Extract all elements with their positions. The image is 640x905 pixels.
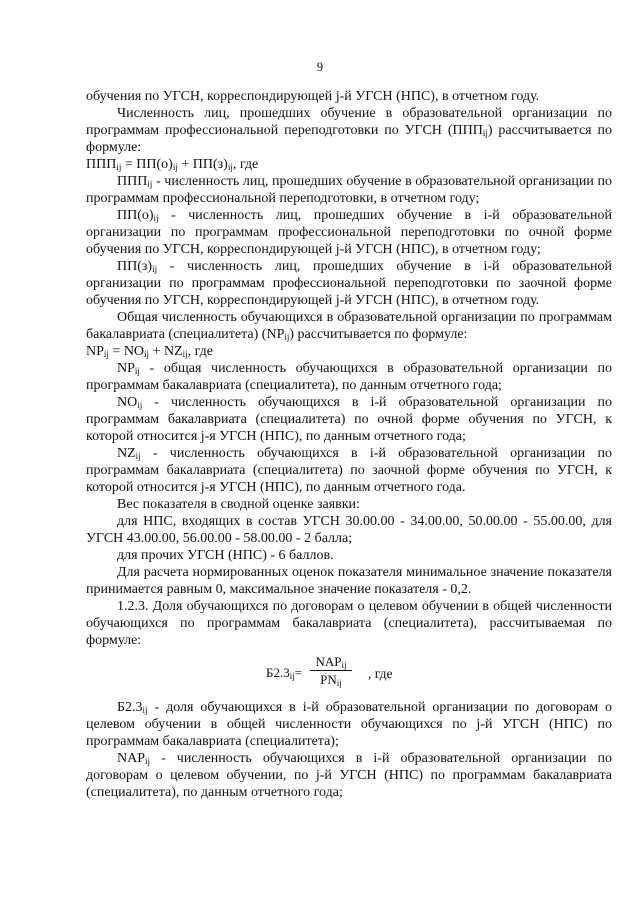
paragraph-ppp-intro: Численность лиц, прошедших обучение в образовательной организации по программам профессиональной переподготовки по УГСН $(ППП_{ij})$ рассчитывается по формуле: [86, 106, 612, 155]
definition-no: $NO_{ij}$ - численность обучающихся в i-й образовательной организации по программам бакалавриата (специалитета) по очной форме обучения по УГСН, к которой относится j-я УГСН (НПС), по данным отчетного года; [86, 395, 612, 444]
fraction-numerator: $NAP_{ij}$ [315, 654, 347, 670]
definition-b23: $Б2.3_{ij}$ - доля обучающихся в i-й образовательной организации по договорам о целевом обучении в общей численности обучающихся по j-й УГСН (НПС) по программам бакалавриата (специалитета); [86, 700, 612, 749]
definition-np: $NP_{ij}$ - общая численность обучающихся в образовательной организации по программам бакалавриата (специалитета), по данным отчетного года; [86, 361, 612, 393]
fraction-denominator: $PN_{ij}$ [320, 672, 342, 688]
definition-nz: $NZ_{ij}$ - численность обучающихся в i-й образовательной организации по программам бакалавриата (специалитета) по заочной форме обучения по УГСН, к которой относится j-я УГСН (НПС), по данным отчетного года. [86, 446, 612, 495]
formula-lhs: $Б2.3_{ij}=$ [266, 665, 303, 681]
page-number: 9 [316, 60, 324, 74]
formula-ppp: $ППП_{ij} = ПП(о)_{ij} + ПП(з)_{ij}$, где [86, 157, 259, 172]
formula-b23 [86, 652, 612, 692]
weight-line-1: для НПС, входящих в состав УГСН 30.00.00 - 34.00.00, 50.00.00 - 55.00.00, для УГСН 43.00.00, 56.00.00 - 58.00.00 - 2 балла; [86, 514, 612, 546]
definition-pp-z: $ПП(з)_{ij}$ - численность лиц, прошедших обучение в i-й образовательной организации по программам профессиональной переподготовки по заочной форме обучения по УГСН, корреспондирующей j-й УГСН (НПС), в отчетном году. [86, 259, 612, 308]
fraction-bar [310, 670, 352, 671]
fraction [310, 654, 352, 687]
definition-pp-o: $ПП(о)_{ij}$ - численность лиц, прошедших обучение в i-й образовательной организации по программам профессиональной переподготовки по очной форме обучения по УГСН, корреспондирующей j-й УГСН (НПС), в отчетном году; [86, 208, 612, 257]
section-1-2-3: 1.2.3. Доля обучающихся по договорам о целевом обучении в общей численности обучающихся по программам бакалавриата (специалитета), рассчитываемая по формуле: [86, 599, 612, 648]
definition-ppp: $ППП_{ij}$ - численность лиц, прошедших обучение в образовательной организации по программам профессиональной переподготовки, в отчетном году; [86, 174, 612, 206]
paragraph-continuation: обучения по УГСН, корреспондирующей j-й УГСН (НПС), в отчетном году. [86, 89, 540, 104]
document-body [86, 88, 612, 801]
weight-heading: Вес показателя в сводной оценке заявки: [117, 497, 360, 512]
formula-np: $NP_{ij} = NO_{ij} + NZ_{ij}$, где [86, 344, 214, 359]
definition-nap: $NAP_{ij}$ - численность обучающихся в i-й образовательной организации по договорам о целевом обучении, по j-й УГСН (НПС) по программам бакалавриата (специалитета), по данным отчетного года; [86, 751, 612, 800]
paragraph-normalization: Для расчета нормированных оценок показателя минимальное значение показателя принимается равным 0, максимальное значение показателя - 0,2. [86, 565, 612, 597]
formula-tail: , где [368, 666, 393, 681]
paragraph-np-intro: Общая численность обучающихся в образовательной организации по программам бакалавриата (специалитета) $(NP_{ij})$ рассчитывается по формуле: [86, 310, 612, 342]
weight-line-2: для прочих УГСН (НПС) - 6 баллов. [117, 548, 334, 563]
